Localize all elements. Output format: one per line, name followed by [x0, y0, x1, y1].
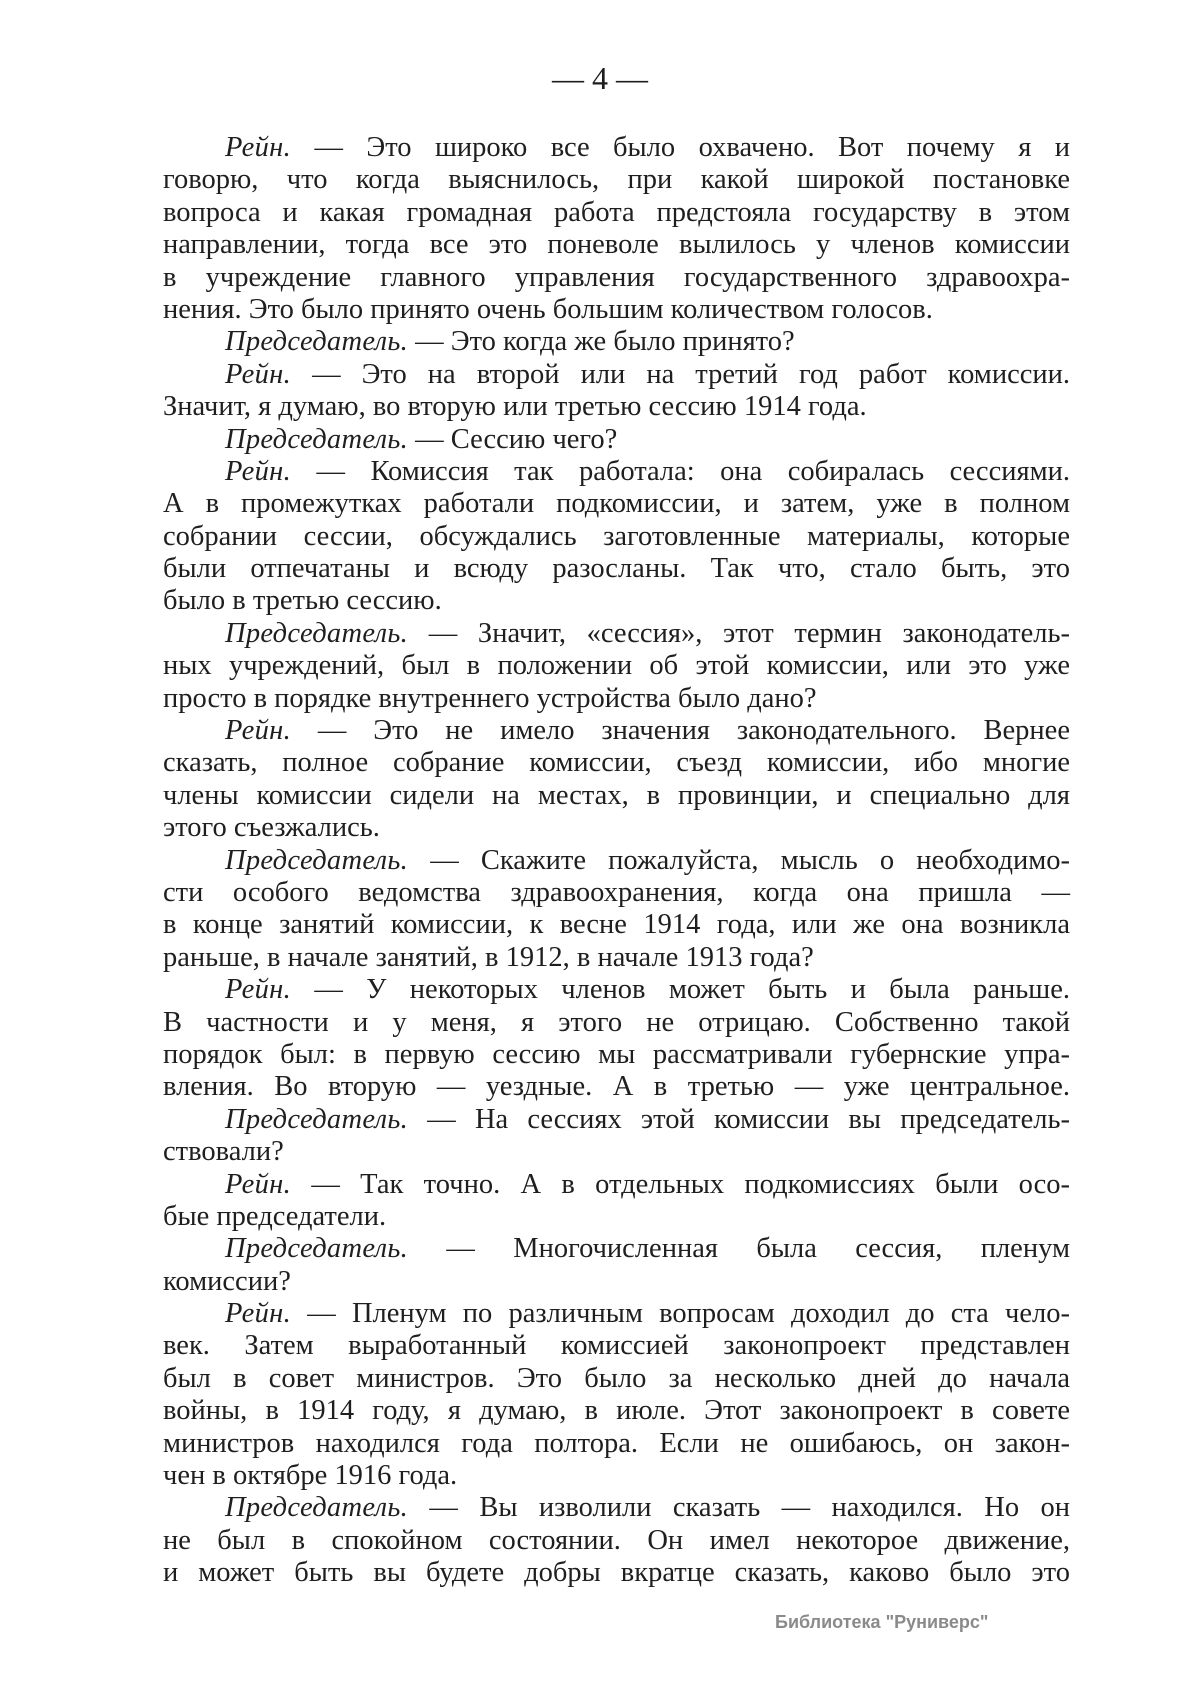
line-text: В частности и у меня, я этого не отрицаю. Собственно такой: [163, 1006, 1070, 1038]
text-line: [163, 1298, 1070, 1330]
text-line: [163, 262, 1070, 294]
text-line: [163, 391, 1070, 423]
text-line: [163, 1169, 1070, 1201]
text-line: [163, 1363, 1070, 1395]
text-line: [163, 683, 1070, 715]
speaker-name: Председатель.: [225, 326, 409, 358]
text-line: [163, 650, 1070, 682]
line-text: члены комиссии сидели на местах, в провинции, и специально для: [163, 779, 1070, 811]
text-line: [163, 1525, 1070, 1557]
text-line: [163, 1136, 1070, 1168]
speaker-name: Председатель.: [225, 844, 409, 876]
speaker-name: Рейн.: [225, 715, 292, 747]
line-text: собрании сессии, обсуждались заготовленные материалы, которые: [163, 520, 1070, 552]
line-text: — Многочисленная была сессия, пленум: [408, 1233, 1070, 1265]
line-text: говорю, что когда выяснилось, при какой широкой постановке: [163, 164, 1070, 196]
speaker-name: Председатель.: [225, 1233, 409, 1265]
text-line: [163, 1071, 1070, 1103]
speaker-name: Рейн.: [225, 132, 292, 163]
text-line: [163, 909, 1070, 941]
line-text: был в совет министров. Это было за несколько дней до начала: [163, 1362, 1070, 1394]
line-text: сти особого ведомства здравоохранения, когда она пришла —: [163, 876, 1070, 908]
library-watermark: Библиотека "Руниверс": [775, 1612, 989, 1632]
line-text: было в третью сессию.: [163, 585, 442, 617]
line-text: в учреждение главного управления государственного здравоохра-: [163, 261, 1070, 293]
line-text: — Сессию чего?: [408, 423, 618, 455]
text-line: [163, 585, 1070, 617]
line-text: — Это широко все было охвачено. Вот почему я и: [291, 132, 1070, 163]
text-line: [163, 326, 1070, 358]
text-line: [163, 1492, 1070, 1524]
line-text: комиссии?: [163, 1265, 291, 1297]
line-text: ствовали?: [163, 1136, 284, 1168]
text-line: [163, 747, 1070, 779]
line-text: — Вы изволили сказать — находился. Но он: [408, 1492, 1070, 1524]
text-line: [163, 1039, 1070, 1071]
text-line: [163, 618, 1070, 650]
line-text: А в промежутках работали подкомиссии, и затем, уже в полном: [163, 488, 1070, 520]
text-line: [163, 424, 1070, 456]
line-text: ных учреждений, был в положении об этой комиссии, или это уже: [163, 650, 1070, 682]
text-line: [163, 812, 1070, 844]
line-text: вопроса и какая громадная работа предстояла государству в этом: [163, 196, 1070, 228]
line-text: просто в порядке внутреннего устройства было дано?: [163, 682, 817, 714]
text-line: [163, 1007, 1070, 1039]
text-line: [163, 164, 1070, 196]
line-text: Значит, я думаю, во вторую или третью сессию 1914 года.: [163, 391, 867, 423]
page-number: — 4 —: [552, 60, 648, 96]
line-text: — Пленум по различным вопросам доходил до ста чело-: [291, 1298, 1070, 1330]
line-text: были отпечатаны и всюду разосланы. Так что, стало быть, это: [163, 553, 1070, 585]
text-line: [163, 294, 1070, 326]
text-line: [163, 1428, 1070, 1460]
transcript-body: [163, 132, 1070, 1590]
line-text: сказать, полное собрание комиссии, съезд комиссии, ибо многие: [163, 747, 1070, 779]
text-line: [163, 1460, 1070, 1492]
text-line: [163, 974, 1070, 1006]
text-line: [163, 942, 1070, 974]
speaker-name: Председатель.: [225, 1103, 409, 1135]
line-text: не был в спокойном состоянии. Он имел некоторое движение,: [163, 1524, 1070, 1556]
line-text: нения. Это было принято очень большим количеством голосов.: [163, 293, 933, 325]
speaker-name: Рейн.: [225, 1298, 292, 1330]
speaker-name: Рейн.: [225, 974, 292, 1006]
text-line: [163, 1104, 1070, 1136]
text-line: [163, 488, 1070, 520]
line-text: войны, в 1914 году, я думаю, в июле. Этот законопроект в совете: [163, 1395, 1070, 1427]
line-text: — Комиссия так работала: она собиралась сессиями.: [291, 455, 1070, 487]
speaker-name: Рейн.: [225, 1168, 292, 1200]
text-line: [163, 553, 1070, 585]
text-line: [163, 456, 1070, 488]
speaker-name: Рейн.: [225, 455, 292, 487]
text-line: [163, 229, 1070, 261]
text-line: [163, 132, 1070, 164]
line-text: — Это на второй или на третий год работ комиссии.: [291, 358, 1070, 390]
text-line: [163, 1395, 1070, 1427]
line-text: век. Затем выработанный комиссией законопроект представлен: [163, 1330, 1070, 1362]
line-text: в конце занятий комиссии, к весне 1914 года, или же она возникла: [163, 909, 1070, 941]
text-line: [163, 715, 1070, 747]
line-text: — Это не имело значения законодательного. Вернее: [291, 715, 1070, 747]
line-text: — У некоторых членов может быть и была раньше.: [291, 974, 1070, 1006]
line-text: этого съезжались.: [163, 812, 380, 844]
speaker-name: Председатель.: [225, 617, 409, 649]
text-line: [163, 845, 1070, 877]
text-line: [163, 877, 1070, 909]
text-line: [163, 1330, 1070, 1362]
line-text: — Это когда же было принято?: [408, 326, 795, 358]
text-line: [163, 521, 1070, 553]
line-text: министров находился года полтора. Если не ошибаюсь, он закон-: [163, 1427, 1070, 1459]
line-text: — Значит, «сессия», этот термин законодатель-: [408, 617, 1070, 649]
text-line: [163, 359, 1070, 391]
line-text: — На сессиях этой комиссии вы председатель-: [408, 1103, 1070, 1135]
line-text: бые председатели.: [163, 1200, 387, 1232]
line-text: порядок был: в первую сессию мы рассматривали губернские упра-: [163, 1038, 1070, 1070]
line-text: и может быть вы будете добры вкратце сказать, каково было это: [163, 1557, 1070, 1589]
line-text: чен в октябре 1916 года.: [163, 1460, 458, 1492]
text-line: [163, 1557, 1070, 1589]
text-line: [163, 1201, 1070, 1233]
text-line: [163, 1233, 1070, 1265]
line-text: раньше, в начале занятий, в 1912, в начале 1913 года?: [163, 941, 814, 973]
line-text: — Так точно. А в отдельных подкомиссиях были осо-: [291, 1168, 1070, 1200]
speaker-name: Председатель.: [225, 1492, 409, 1524]
line-text: — Скажите пожалуйста, мысль о необходимо-: [408, 844, 1070, 876]
text-line: [163, 197, 1070, 229]
speaker-name: Председатель.: [225, 423, 409, 455]
speaker-name: Рейн.: [225, 358, 292, 390]
text-line: [163, 780, 1070, 812]
text-line: [163, 1266, 1070, 1298]
line-text: направлении, тогда все это поневоле вылилось у членов комиссии: [163, 229, 1070, 261]
line-text: вления. Во вторую — уездные. А в третью — уже центральное.: [163, 1071, 1070, 1103]
